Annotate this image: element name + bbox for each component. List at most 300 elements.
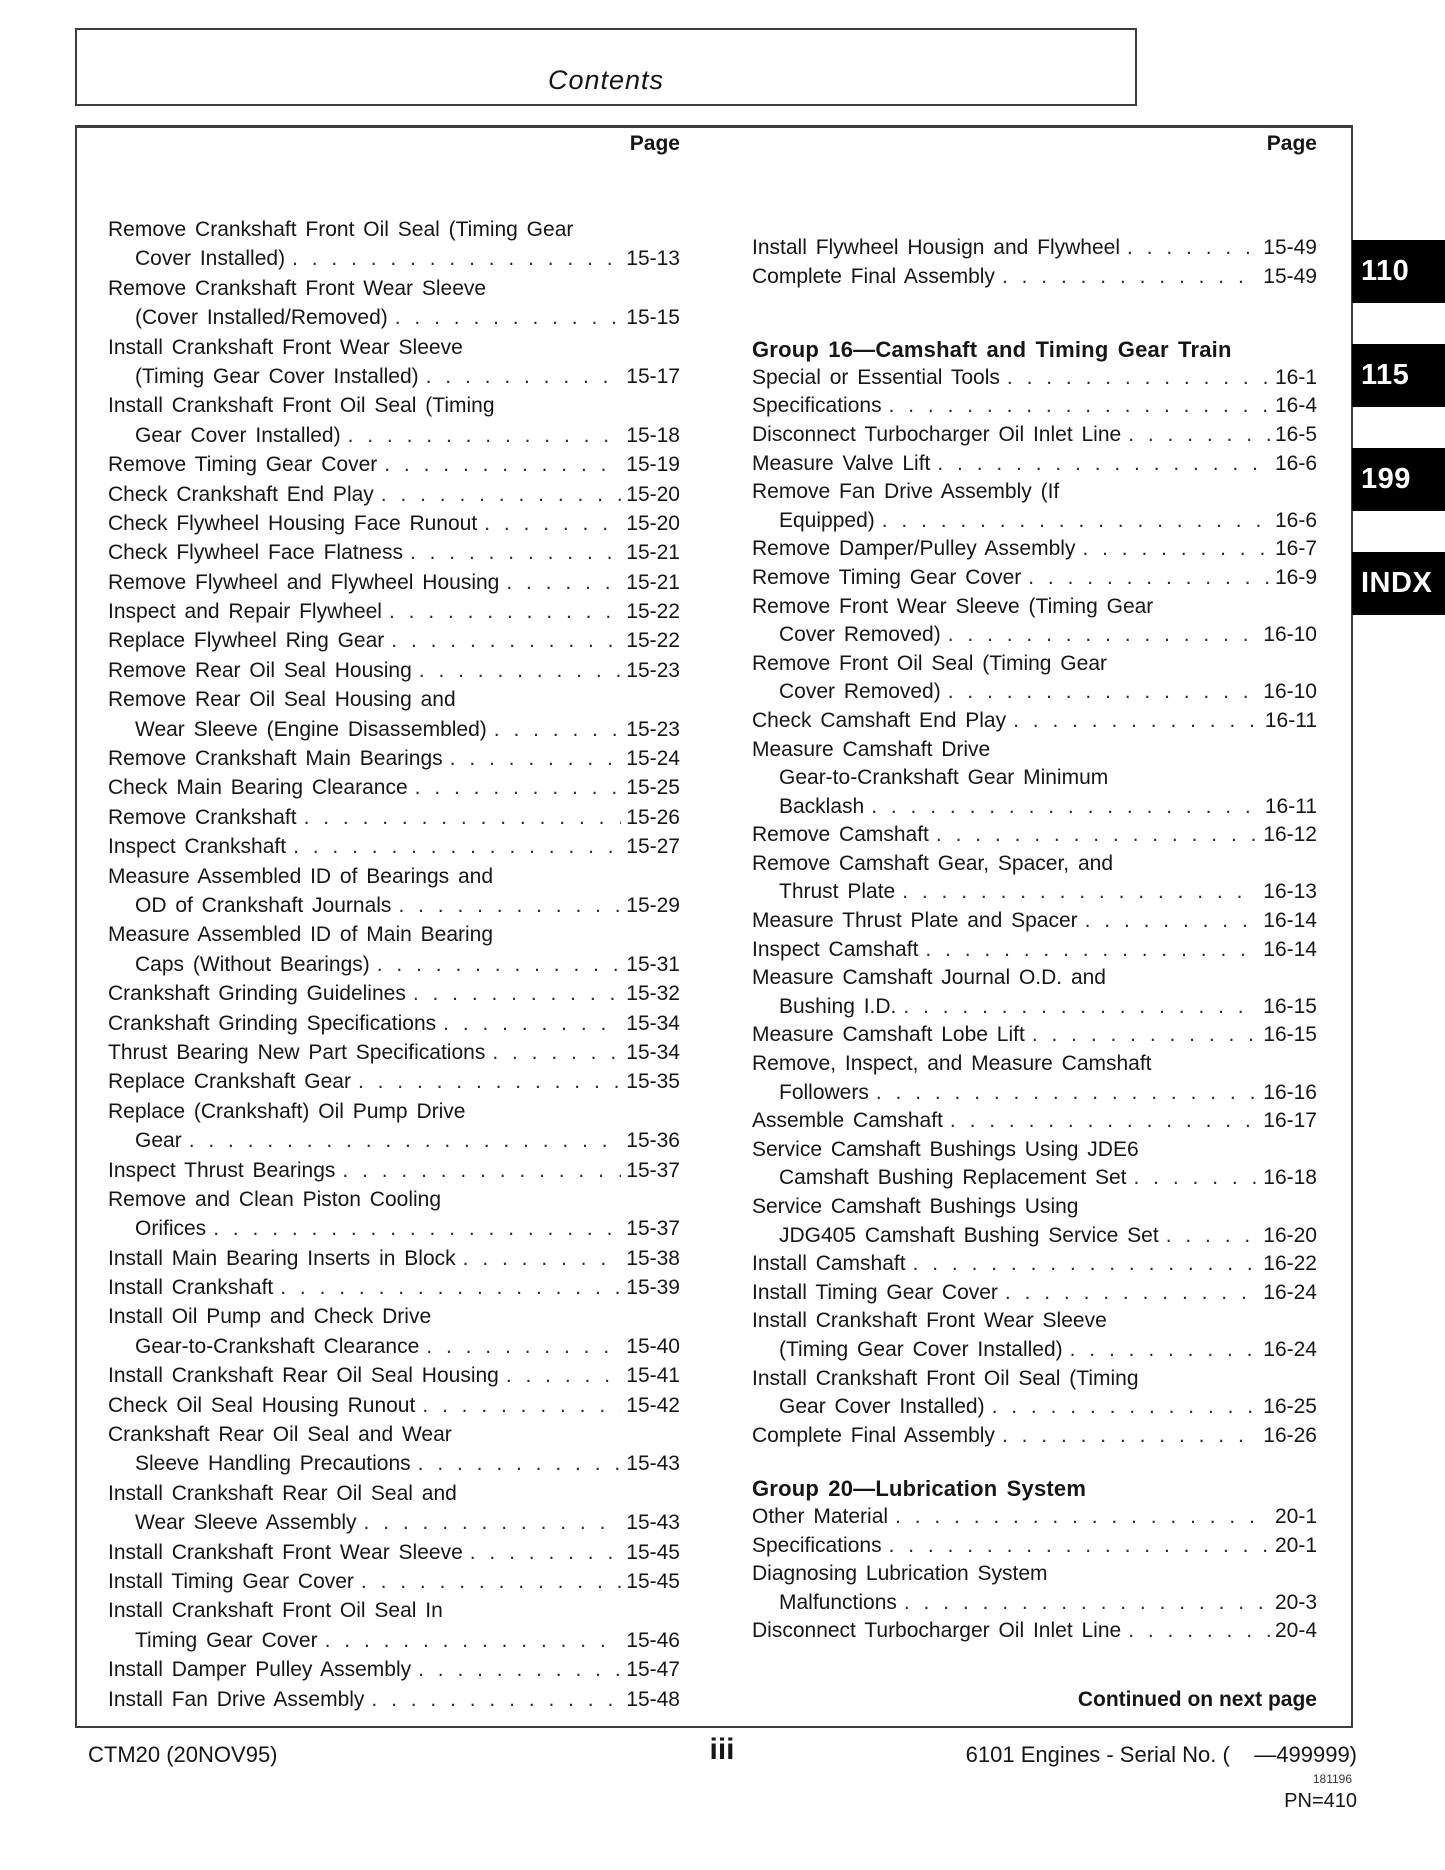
toc-entry xyxy=(752,738,1317,767)
dot-leader xyxy=(470,1541,622,1565)
toc-entry-text: Measure Thrust Plate and Spacer xyxy=(752,909,1078,933)
toc-entry-text: Disconnect Turbocharger Oil Inlet Line xyxy=(752,422,1122,446)
toc-entry-text: Special or Essential Tools xyxy=(752,365,1000,389)
dot-leader xyxy=(398,894,621,918)
dot-leader xyxy=(1070,1338,1259,1362)
toc-entry xyxy=(752,623,1317,652)
dot-leader xyxy=(213,1217,621,1241)
toc-entry-text: Complete Final Assembly xyxy=(752,264,995,288)
toc-entry-text: Replace Flywheel Ring Gear xyxy=(108,629,385,653)
toc-page-number: 16-24 xyxy=(1263,1337,1317,1361)
toc-page-number: 15-23 xyxy=(626,658,680,682)
toc-page-number: 15-40 xyxy=(626,1334,680,1358)
toc-entry xyxy=(108,718,680,747)
toc-page-number: 16-6 xyxy=(1274,451,1317,475)
toc-entry-text: Replace Crankshaft Gear xyxy=(108,1070,351,1094)
toc-page-number: 15-20 xyxy=(626,511,680,535)
toc-page-number: 15-43 xyxy=(626,1452,680,1476)
dot-leader xyxy=(902,880,1258,904)
toc-entry xyxy=(108,306,680,335)
dot-leader xyxy=(950,1109,1258,1133)
toc-entry xyxy=(108,1247,680,1276)
toc-entry-text: Wear Sleeve (Engine Disassembled) xyxy=(135,717,487,741)
toc-page-number: 15-20 xyxy=(626,482,680,506)
dot-leader xyxy=(948,680,1259,704)
toc-column-right xyxy=(752,236,1317,1648)
toc-entry xyxy=(108,1423,680,1452)
toc-entry xyxy=(752,909,1317,938)
toc-page-number: 15-46 xyxy=(626,1628,680,1652)
dot-leader xyxy=(418,1658,621,1682)
toc-entry-text: Install Crankshaft Rear Oil Seal and xyxy=(108,1481,457,1505)
toc-page-number: 16-14 xyxy=(1263,909,1317,933)
toc-entry xyxy=(752,938,1317,967)
toc-entry xyxy=(752,1052,1317,1081)
toc-entry-text: Remove Timing Gear Cover xyxy=(108,453,378,477)
toc-entry-text: Remove Camshaft Gear, Spacer, and xyxy=(752,851,1114,875)
dot-leader xyxy=(937,452,1270,476)
dot-leader xyxy=(913,1252,1259,1276)
toc-entry-text: Remove Fan Drive Assembly (If xyxy=(752,480,1060,504)
dot-leader xyxy=(410,541,621,565)
dot-leader xyxy=(1085,909,1259,933)
toc-entry xyxy=(752,537,1317,566)
toc-entry xyxy=(108,747,680,776)
toc-page-number: 15-26 xyxy=(626,805,680,829)
toc-entry xyxy=(108,1159,680,1188)
toc-entry xyxy=(752,1166,1317,1195)
toc-entry-text: Install Crankshaft Front Wear Sleeve xyxy=(108,1540,463,1564)
toc-page-number: 15-22 xyxy=(626,629,680,653)
toc-page-number: 16-9 xyxy=(1274,565,1317,589)
toc-page-number: 20-4 xyxy=(1274,1619,1317,1643)
toc-entry xyxy=(752,1619,1317,1648)
toc-entry-text: Thrust Plate xyxy=(779,880,896,904)
dot-leader xyxy=(903,995,1258,1019)
toc-entry xyxy=(108,776,680,805)
toc-entry-text: Timing Gear Cover xyxy=(135,1628,318,1652)
toc-entry-text: JDG405 Camshaft Bushing Service Set xyxy=(779,1223,1159,1247)
toc-page-number: 16-6 xyxy=(1274,508,1317,532)
dot-leader xyxy=(304,806,622,830)
toc-page-number: 15-24 xyxy=(626,747,680,771)
dot-leader xyxy=(1002,265,1258,289)
dot-leader xyxy=(1013,709,1260,733)
dot-leader xyxy=(1005,1281,1258,1305)
toc-page-number: 16-26 xyxy=(1263,1423,1317,1447)
index-tab-110: 110 xyxy=(1352,240,1445,303)
toc-entry-text: Measure Camshaft Journal O.D. and xyxy=(752,966,1106,990)
toc-entry xyxy=(752,1562,1317,1591)
dot-leader xyxy=(384,453,621,477)
toc-entry-text: Crankshaft Grinding Guidelines xyxy=(108,982,406,1006)
toc-entry-text: Inspect Camshaft xyxy=(752,937,919,961)
toc-entry xyxy=(108,688,680,717)
dot-leader xyxy=(415,776,622,800)
toc-entry-text: Measure Camshaft Lobe Lift xyxy=(752,1023,1025,1047)
dot-leader xyxy=(1007,366,1270,390)
toc-entry xyxy=(752,1591,1317,1620)
toc-entry-text: Other Material xyxy=(752,1504,889,1528)
dot-leader xyxy=(377,953,622,977)
toc-entry-text: Remove Camshaft xyxy=(752,823,929,847)
footer-manual-code: CTM20 (20NOV95) xyxy=(88,1742,278,1767)
toc-page-number: 16-13 xyxy=(1263,880,1317,904)
toc-entry xyxy=(108,1482,680,1511)
toc-page-number: 15-35 xyxy=(626,1070,680,1094)
dot-leader xyxy=(348,424,622,448)
dot-leader xyxy=(391,629,621,653)
toc-entry-text: Orifices xyxy=(135,1217,207,1241)
toc-entry-text: Install Timing Gear Cover xyxy=(108,1569,354,1593)
toc-page-number: 15-41 xyxy=(626,1364,680,1388)
toc-entry xyxy=(108,1511,680,1540)
toc-entry xyxy=(108,629,680,658)
toc-page-number: 15-38 xyxy=(626,1246,680,1270)
dot-leader xyxy=(948,623,1259,647)
footer-page-number: iii xyxy=(709,1733,735,1766)
dot-leader xyxy=(1134,1166,1259,1190)
toc-page-number: 15-18 xyxy=(626,423,680,447)
dot-leader xyxy=(418,1452,622,1476)
toc-page-number: 16-22 xyxy=(1263,1252,1317,1276)
toc-entry xyxy=(108,1012,680,1041)
toc-entry xyxy=(108,483,680,512)
dot-leader xyxy=(1002,1424,1258,1448)
dot-leader xyxy=(925,938,1258,962)
toc-entry-text: Specifications xyxy=(752,1533,882,1557)
toc-entry-text: Service Camshaft Bushings Using xyxy=(752,1195,1079,1218)
toc-entry xyxy=(752,680,1317,709)
toc-entry-text: Diagnosing Lubrication System xyxy=(752,1562,1048,1586)
toc-page-number: 15-19 xyxy=(626,453,680,477)
toc-entry-text: Gear-to-Crankshaft Gear Minimum xyxy=(779,766,1109,790)
toc-page-number: 15-34 xyxy=(626,1011,680,1035)
toc-page-number: 15-29 xyxy=(626,893,680,917)
toc-entry-text: Remove Crankshaft Main Bearings xyxy=(108,747,443,771)
toc-entry-text: Install Timing Gear Cover xyxy=(752,1280,998,1304)
toc-entry xyxy=(752,966,1317,995)
toc-entry xyxy=(108,894,680,923)
toc-entry-text: OD of Crankshaft Journals xyxy=(135,893,392,917)
toc-group-heading xyxy=(752,1476,1317,1505)
dot-leader xyxy=(1127,236,1258,260)
toc-entry xyxy=(108,394,680,423)
toc-entry-text: Wear Sleeve Assembly xyxy=(135,1511,357,1535)
toc-entry xyxy=(752,1023,1317,1052)
toc-entry-text: Install Fan Drive Assembly xyxy=(108,1687,365,1711)
toc-entry-text: Gear-to-Crankshaft Clearance xyxy=(135,1334,420,1358)
dot-leader xyxy=(1128,423,1270,447)
toc-entry-text: Complete Final Assembly xyxy=(752,1423,995,1447)
dot-leader xyxy=(364,1511,622,1535)
toc-entry xyxy=(108,453,680,482)
toc-entry-text: Disconnect Turbocharger Oil Inlet Line xyxy=(752,1619,1122,1643)
dot-leader xyxy=(361,1570,621,1594)
toc-entry-text: Measure Assembled ID of Main Bearing xyxy=(108,923,494,947)
dot-leader xyxy=(342,1159,621,1183)
dot-leader xyxy=(422,1394,621,1418)
toc-entry xyxy=(752,480,1317,509)
toc-entry xyxy=(108,659,680,688)
toc-entry-text: Check Flywheel Housing Face Runout xyxy=(108,511,478,535)
toc-entry xyxy=(752,236,1317,265)
toc-entry-text: Remove Rear Oil Seal Housing and xyxy=(108,688,456,712)
index-tab-115: 115 xyxy=(1352,344,1445,407)
toc-entry-text: Install Crankshaft Front Wear Sleeve xyxy=(108,335,463,359)
toc-page-number: 16-16 xyxy=(1263,1080,1317,1104)
toc-entry xyxy=(108,835,680,864)
toc-entry xyxy=(108,1041,680,1070)
dot-leader xyxy=(484,512,621,536)
toc-entry-text: (Cover Installed/Removed) xyxy=(135,306,388,330)
dot-leader xyxy=(876,1081,1258,1105)
toc-entry xyxy=(108,424,680,453)
toc-entry xyxy=(752,1252,1317,1281)
toc-page-number: 15-37 xyxy=(626,1217,680,1241)
dot-leader xyxy=(1028,566,1270,590)
toc-page-number: 15-48 xyxy=(626,1687,680,1711)
toc-entry-text: Install Crankshaft Front Oil Seal In xyxy=(108,1599,443,1623)
toc-entry xyxy=(752,1109,1317,1138)
toc-entry-text: Inspect Thrust Bearings xyxy=(108,1158,336,1182)
toc-entry xyxy=(108,247,680,276)
toc-entry-text: Remove Crankshaft Front Wear Sleeve xyxy=(108,276,487,300)
toc-entry xyxy=(108,1100,680,1129)
toc-entry-text: Caps (Without Bearings) xyxy=(135,952,370,976)
footer-print-number: 181196 xyxy=(1312,1772,1352,1786)
toc-entry-text: Backlash xyxy=(779,794,865,818)
toc-entry xyxy=(108,923,680,952)
toc-page-number: 16-14 xyxy=(1263,937,1317,961)
toc-entry-text: Crankshaft Rear Oil Seal and Wear xyxy=(108,1423,452,1447)
toc-entry xyxy=(108,1599,680,1628)
toc-entry xyxy=(108,1541,680,1570)
dot-leader xyxy=(426,1335,621,1359)
dot-leader xyxy=(1128,1619,1270,1643)
toc-page-number: 15-43 xyxy=(626,1511,680,1535)
toc-entry-text: Install Main Bearing Inserts in Block xyxy=(108,1246,456,1270)
index-tab-indx: INDX xyxy=(1352,552,1445,615)
toc-entry xyxy=(752,265,1317,294)
toc-entry xyxy=(108,982,680,1011)
toc-entry-text: Remove Damper/Pulley Assembly xyxy=(752,537,1076,561)
toc-entry-text: Install Crankshaft xyxy=(108,1276,274,1300)
continued-note: Continued on next page xyxy=(1077,1688,1317,1711)
toc-entry xyxy=(752,1424,1317,1453)
toc-entry xyxy=(752,766,1317,795)
toc-entry-text: Gear Cover Installed) xyxy=(779,1395,985,1419)
toc-page-number: 16-11 xyxy=(1264,794,1317,818)
toc-entry xyxy=(108,806,680,835)
toc-entry-text: Cover Removed) xyxy=(779,623,941,647)
toc-entry-text: Group 16—Camshaft and Timing Gear Train xyxy=(752,337,1232,363)
toc-entry xyxy=(752,1138,1317,1167)
toc-entry xyxy=(108,1658,680,1687)
index-tab-199: 199 xyxy=(1352,448,1445,511)
toc-entry-text: Bushing I.D. xyxy=(779,994,897,1018)
toc-page-number: 16-17 xyxy=(1263,1109,1317,1133)
toc-entry-text: Remove, Inspect, and Measure Camshaft xyxy=(752,1052,1152,1076)
toc-page-number: 16-7 xyxy=(1274,537,1317,561)
toc-page-number: 16-20 xyxy=(1263,1223,1317,1247)
dot-leader xyxy=(895,1505,1270,1529)
toc-entry xyxy=(752,509,1317,538)
toc-entry-text: Service Camshaft Bushings Using JDE6 xyxy=(752,1137,1139,1161)
footer-pn: PN=410 xyxy=(1284,1790,1357,1812)
toc-entry-text: Measure Camshaft Drive xyxy=(752,737,991,761)
toc-entry-text: Measure Assembled ID of Bearings and xyxy=(108,864,494,888)
toc-page-number: 16-10 xyxy=(1263,680,1317,704)
toc-entry xyxy=(752,823,1317,852)
toc-entry xyxy=(752,1367,1317,1396)
toc-entry-text: Install Camshaft xyxy=(752,1252,906,1276)
dot-leader xyxy=(381,483,621,507)
toc-entry-text: Check Main Bearing Clearance xyxy=(108,776,408,800)
toc-entry-text: Cover Installed) xyxy=(135,247,286,271)
toc-entry-text: Gear Cover Installed) xyxy=(135,423,341,447)
dot-leader xyxy=(936,823,1258,847)
toc-entry-text: Inspect and Repair Flywheel xyxy=(108,600,382,624)
toc-entry-text: Check Flywheel Face Flatness xyxy=(108,541,403,565)
toc-page-number: 15-27 xyxy=(626,835,680,859)
toc-entry-text: Assemble Camshaft xyxy=(752,1109,943,1133)
toc-entry-text: Gear xyxy=(135,1129,182,1153)
dot-leader xyxy=(463,1247,622,1271)
dot-leader xyxy=(395,306,622,330)
toc-entry-text: Check Camshaft End Play xyxy=(752,708,1007,732)
dot-leader xyxy=(419,659,621,683)
toc-entry-text: Check Oil Seal Housing Runout xyxy=(108,1393,416,1417)
toc-page-number: 15-36 xyxy=(626,1129,680,1153)
toc-entry-text: Remove Rear Oil Seal Housing xyxy=(108,658,412,682)
dot-leader xyxy=(904,1591,1270,1615)
toc-page-number: 16-25 xyxy=(1263,1395,1317,1419)
toc-entry xyxy=(752,423,1317,452)
toc-group-heading xyxy=(752,337,1317,366)
toc-page-number: 15-37 xyxy=(626,1158,680,1182)
toc-entry xyxy=(752,652,1317,681)
toc-entry xyxy=(752,1534,1317,1563)
toc-entry-text: Inspect Crankshaft xyxy=(108,835,287,859)
toc-page-number: 16-18 xyxy=(1263,1166,1317,1190)
dot-leader xyxy=(325,1629,622,1653)
toc-gap xyxy=(752,293,1317,337)
toc-page-number: 15-42 xyxy=(626,1393,680,1417)
toc-entry-text: Install Crankshaft Front Wear Sleeve xyxy=(752,1309,1107,1333)
toc-entry xyxy=(108,600,680,629)
toc-entry-text: Crankshaft Grinding Specifications xyxy=(108,1011,437,1035)
toc-entry xyxy=(752,880,1317,909)
toc-page-number: 16-11 xyxy=(1264,708,1317,732)
toc-entry-text: Sleeve Handling Precautions xyxy=(135,1452,411,1476)
dot-leader xyxy=(1166,1224,1259,1248)
toc-entry xyxy=(108,336,680,365)
toc-page-number: 15-21 xyxy=(626,570,680,594)
toc-page-number: 20-3 xyxy=(1274,1590,1317,1614)
toc-entry xyxy=(752,1309,1317,1338)
page-column-header-left: Page xyxy=(629,132,680,155)
toc-entry xyxy=(108,1364,680,1393)
page-title: Contents xyxy=(547,65,665,95)
footer-engine-serial: 6101 Engines - Serial No. ( —499999) xyxy=(965,1742,1357,1767)
toc-entry xyxy=(108,1394,680,1423)
dot-leader xyxy=(292,247,621,271)
toc-page-number: 15-23 xyxy=(626,717,680,741)
toc-page-number: 15-13 xyxy=(626,247,680,271)
toc-entry xyxy=(752,1505,1317,1534)
toc-page-number: 15-25 xyxy=(626,776,680,800)
toc-entry xyxy=(752,1395,1317,1424)
toc-entry xyxy=(108,277,680,306)
toc-entry-text: Remove Timing Gear Cover xyxy=(752,565,1022,589)
toc-entry xyxy=(752,1281,1317,1310)
toc-page-number: 16-12 xyxy=(1263,823,1317,847)
toc-entry-text: Cover Removed) xyxy=(779,680,941,704)
dot-leader xyxy=(889,1534,1270,1558)
toc-entry xyxy=(752,1338,1317,1367)
toc-page-number: 16-15 xyxy=(1263,994,1317,1018)
toc-entry-text: Replace (Crankshaft) Oil Pump Drive xyxy=(108,1099,466,1123)
toc-page-number: 15-34 xyxy=(626,1040,680,1064)
dot-leader xyxy=(492,1041,621,1065)
toc-entry-text: Followers xyxy=(779,1080,869,1104)
toc-entry-text: Install Crankshaft Front Oil Seal (Timing xyxy=(752,1366,1139,1390)
toc-entry xyxy=(108,1629,680,1658)
dot-leader xyxy=(450,747,622,771)
toc-entry-text: Install Oil Pump and Check Drive xyxy=(108,1305,432,1329)
toc-entry-text: Install Flywheel Housign and Flywheel xyxy=(752,236,1121,259)
toc-entry xyxy=(108,1129,680,1158)
toc-entry-text: Remove Front Wear Sleeve (Timing Gear xyxy=(752,594,1154,618)
dot-leader xyxy=(882,509,1270,533)
toc-entry-text: Malfunctions xyxy=(779,1590,897,1614)
dot-leader xyxy=(358,1070,621,1094)
toc-page-number: 15-15 xyxy=(626,306,680,330)
toc-page-number: 16-15 xyxy=(1263,1023,1317,1047)
dot-leader xyxy=(1032,1023,1258,1047)
toc-entry-text: Equipped) xyxy=(779,508,875,532)
toc-entry xyxy=(752,709,1317,738)
toc-entry xyxy=(108,1276,680,1305)
dot-leader xyxy=(992,1395,1259,1419)
toc-entry xyxy=(752,852,1317,881)
toc-entry-text: Group 20—Lubrication System xyxy=(752,1476,1087,1502)
dot-leader xyxy=(413,982,621,1006)
toc-page-number: 15-45 xyxy=(626,1540,680,1564)
toc-entry-text: Specifications xyxy=(752,394,882,418)
toc-entry-text: Thrust Bearing New Part Specifications xyxy=(108,1040,486,1064)
toc-entry xyxy=(108,1335,680,1364)
dot-leader xyxy=(293,835,621,859)
toc-entry xyxy=(108,1070,680,1099)
toc-entry xyxy=(752,1081,1317,1110)
toc-page-number: 15-22 xyxy=(626,600,680,624)
toc-entry xyxy=(108,953,680,982)
dot-leader xyxy=(280,1276,621,1300)
toc-gap xyxy=(752,1452,1317,1476)
toc-entry xyxy=(752,366,1317,395)
toc-entry xyxy=(108,365,680,394)
toc-entry-text: Check Crankshaft End Play xyxy=(108,482,374,506)
toc-entry-text: (Timing Gear Cover Installed) xyxy=(779,1337,1063,1361)
toc-entry-text: Remove and Clean Piston Cooling xyxy=(108,1187,442,1211)
toc-entry-text: Remove Crankshaft Front Oil Seal (Timing Gear xyxy=(108,218,574,241)
page-column-header-right: Page xyxy=(1266,132,1317,155)
toc-page-number: 15-49 xyxy=(1263,264,1317,288)
toc-entry xyxy=(752,452,1317,481)
toc-page-number: 16-24 xyxy=(1263,1280,1317,1304)
